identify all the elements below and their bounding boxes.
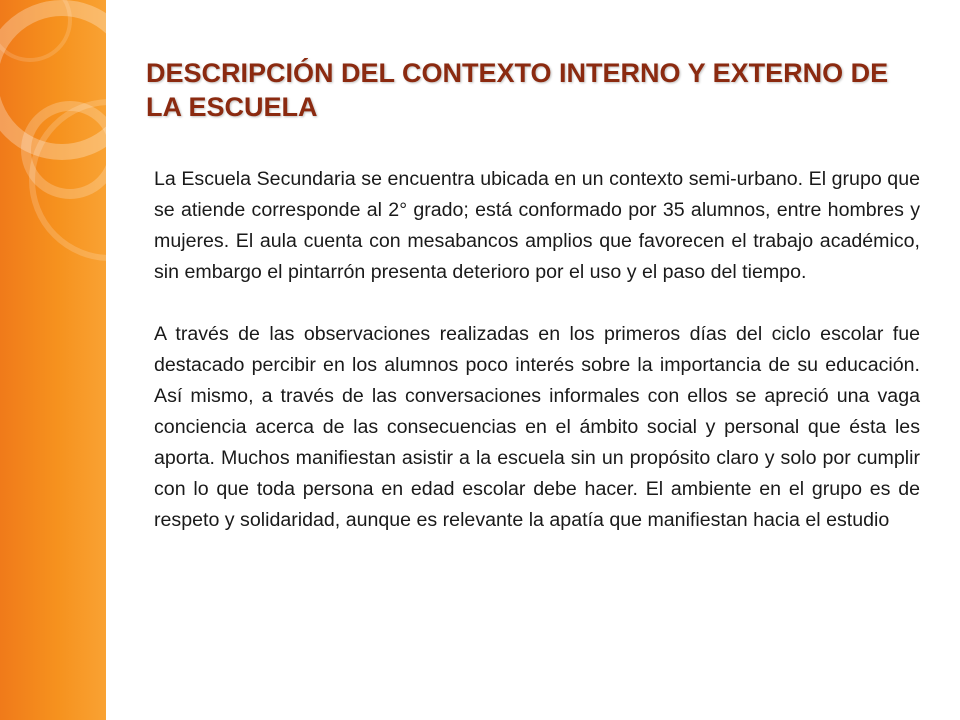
decorative-circles-graphic	[0, 0, 106, 720]
decorative-side-band	[0, 0, 106, 720]
slide-title: DESCRIPCIÓN DEL CONTEXTO INTERNO Y EXTERNO DE LA ESCUELA	[146, 58, 889, 122]
body-paragraph-2: A través de las observaciones realizadas en los primeros días del ciclo escolar fue destacado percibir en los alumnos poco interés sobre la importancia de su educación. Así mismo, a través de las conversaciones informales con ellos se apreció una vaga conciencia acerca de las consecuencias en el ámbito social y personal que ésta les aporta. Muchos manifiestan asistir a la escuela sin un propósito claro y solo por cumplir con lo que toda persona en edad escolar debe hacer. El ambiente en el grupo es de respeto y solidaridad, aunque es relevante la apatía que manifiestan hacia el estudio	[154, 323, 920, 531]
body-paragraph-1: La Escuela Secundaria se encuentra ubicada en un contexto semi-urbano. El grupo que se atiende corresponde al 2° grado; está conformado por 35 alumnos, entre hombres y mujeres. El aula cuenta con mesabancos amplios que favorecen el trabajo académico, sin embargo el pintarrón presenta deterioro por el uso y el paso del tiempo.	[154, 168, 920, 283]
slide-body	[154, 164, 920, 536]
